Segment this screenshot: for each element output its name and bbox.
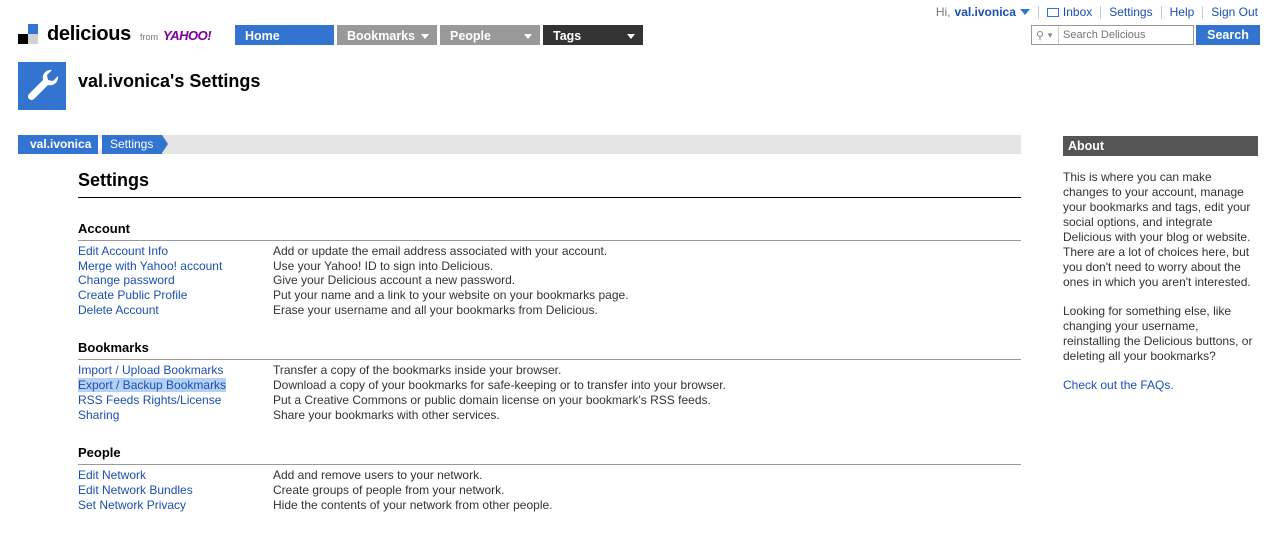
about-heading: About — [1063, 136, 1258, 156]
search-input[interactable] — [1059, 29, 1192, 41]
logo-from: from — [140, 32, 158, 42]
change-password-link[interactable]: Change password — [78, 273, 175, 288]
chevron-down-icon: ▼ — [1046, 30, 1054, 40]
edit-network-link[interactable]: Edit Network — [78, 468, 147, 483]
section-people — [78, 445, 1021, 512]
row-description: Download a copy of your bookmarks for safe-keeping or to transfer into your browser. — [273, 378, 726, 393]
settings-link[interactable]: Settings — [1109, 5, 1153, 19]
user-bar — [936, 5, 1258, 19]
search-scope-dropdown[interactable] — [1032, 26, 1059, 44]
row-description: Create groups of people from your network. — [273, 482, 505, 497]
row-description: Add and remove users to your network. — [273, 468, 483, 483]
list-item — [78, 498, 1021, 513]
rss-feeds-license-link[interactable]: RSS Feeds Rights/License — [78, 392, 222, 407]
section-title: Bookmarks — [78, 340, 1021, 360]
row-description: Put a Creative Commons or public domain license on your bookmark's RSS feeds. — [273, 392, 711, 407]
row-description: Give your Delicious account a new password. — [273, 273, 516, 288]
list-item — [78, 244, 1021, 259]
row-description: Transfer a copy of the bookmarks inside your browser. — [273, 363, 562, 378]
nav-tags-label: Tags — [553, 29, 582, 43]
divider — [1202, 6, 1203, 19]
section-bookmarks — [78, 340, 1021, 422]
about-sidebar — [1063, 136, 1258, 392]
search-button[interactable]: Search — [1196, 25, 1260, 45]
edit-network-bundles-link[interactable]: Edit Network Bundles — [78, 482, 193, 497]
list-item — [78, 259, 1021, 274]
inbox-link[interactable]: Inbox — [1062, 5, 1093, 19]
settings-panel — [78, 170, 1021, 512]
set-network-privacy-link[interactable]: Set Network Privacy — [78, 497, 187, 512]
nav-people-label: People — [450, 29, 491, 43]
list-item — [78, 288, 1021, 303]
breadcrumb — [18, 135, 1021, 154]
yahoo-logo: YAHOO! — [163, 28, 212, 43]
nav-people[interactable] — [440, 25, 540, 45]
chevron-down-icon[interactable] — [1020, 9, 1030, 15]
sharing-link[interactable]: Sharing — [78, 407, 120, 422]
nav-home-label: Home — [245, 29, 280, 43]
chevron-down-icon[interactable] — [524, 34, 532, 39]
divider — [1038, 6, 1039, 19]
section-account — [78, 221, 1021, 317]
search-box — [1031, 25, 1194, 45]
chevron-down-icon[interactable] — [421, 34, 429, 39]
list-item — [78, 468, 1021, 483]
row-description: Share your bookmarks with other services. — [273, 407, 500, 422]
about-text-secondary: Looking for something else, like changing your username, reinstalling the Delicious buttons, or deleting all your bookmarks? — [1063, 304, 1253, 363]
list-item — [78, 363, 1021, 378]
export-bookmarks-label: Export / Backup Bookmarks — [78, 378, 227, 393]
search-icon: ⚲ — [1036, 29, 1045, 42]
import-bookmarks-link[interactable]: Import / Upload Bookmarks — [78, 363, 224, 378]
delicious-logo-icon — [18, 24, 38, 44]
list-item — [78, 483, 1021, 498]
row-description: Erase your username and all your bookmarks from Delicious. — [273, 302, 598, 317]
divider — [1161, 6, 1162, 19]
nav-bookmarks[interactable] — [337, 25, 437, 45]
mail-icon — [1047, 8, 1059, 17]
chevron-down-icon[interactable] — [627, 34, 635, 39]
settings-heading: Settings — [78, 170, 1021, 198]
help-link[interactable]: Help — [1169, 5, 1195, 19]
wrench-icon — [18, 62, 66, 110]
nav-bookmarks-label: Bookmarks — [347, 29, 416, 43]
row-description: Hide the contents of your network from other people. — [273, 497, 553, 512]
search-form — [1031, 25, 1260, 45]
edit-account-info-link[interactable]: Edit Account Info — [78, 244, 169, 258]
page-title: val.ivonica's Settings — [78, 71, 261, 91]
breadcrumb-settings: Settings — [102, 135, 162, 154]
sign-out-link[interactable]: Sign Out — [1211, 5, 1258, 19]
username-menu[interactable]: val.ivonica — [954, 5, 1016, 19]
row-description: Put your name and a link to your website on your bookmarks page. — [273, 288, 629, 303]
divider — [1100, 6, 1101, 19]
delete-account-link[interactable]: Delete Account — [78, 302, 159, 317]
main-nav — [235, 25, 646, 45]
greeting: Hi, — [935, 5, 951, 19]
list-item — [78, 303, 1021, 318]
row-description: Add or update the email address associated with your account. — [273, 244, 608, 258]
export-bookmarks-link[interactable] — [78, 378, 273, 393]
merge-yahoo-account-link[interactable]: Merge with Yahoo! account — [78, 258, 223, 273]
faq-link[interactable]: Check out the FAQs. — [1063, 378, 1174, 392]
section-title: People — [78, 445, 1021, 465]
about-text: This is where you can make changes to your account, manage your bookmarks and tags, edit your social options, and integrate Delicious with your blog or website. There are a lot of choices here, but you don't need to worry about the ones in which you aren't interested. — [1063, 170, 1251, 289]
row-description: Use your Yahoo! ID to sign into Delicious. — [273, 258, 494, 273]
logo-text: delicious — [47, 23, 131, 45]
nav-tags[interactable] — [543, 25, 643, 45]
list-item — [78, 393, 1021, 408]
nav-home[interactable] — [235, 25, 334, 45]
breadcrumb-user[interactable]: val.ivonica — [18, 135, 98, 154]
section-title: Account — [78, 221, 1021, 241]
list-item — [78, 378, 1021, 393]
delicious-logo[interactable] — [18, 24, 211, 44]
list-item — [78, 408, 1021, 423]
list-item — [78, 273, 1021, 288]
create-public-profile-link[interactable]: Create Public Profile — [78, 288, 188, 303]
